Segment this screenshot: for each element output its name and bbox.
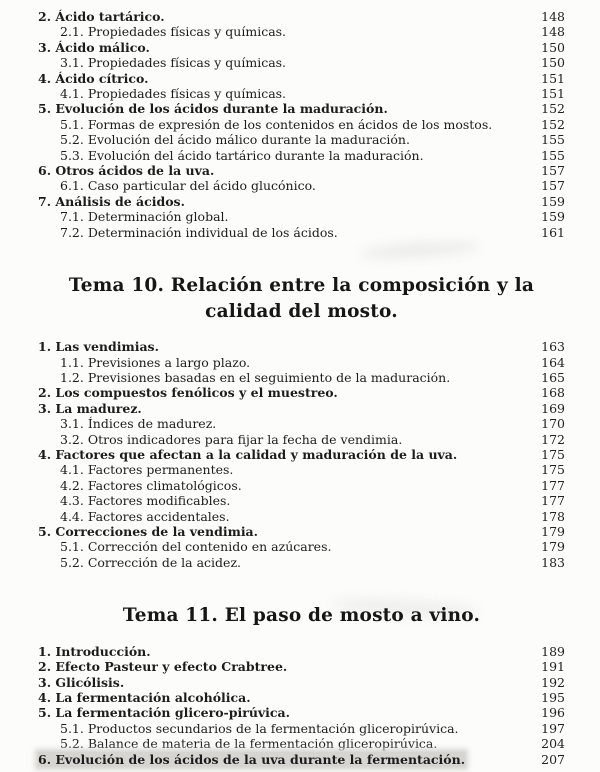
- toc-entry: [38, 117, 565, 132]
- toc-entry: [38, 178, 565, 193]
- toc-entry-page-number: 204: [541, 736, 565, 752]
- toc-entry-title: 5. Correcciones de la vendimia.: [38, 524, 259, 539]
- toc-entry-title: 1.2. Previsiones basadas en el seguimiento de la maduración.: [60, 369, 451, 385]
- toc-entry-page-number: 177: [541, 493, 565, 509]
- toc-entry: [38, 194, 565, 209]
- toc-entry: [38, 385, 565, 400]
- toc-entry-title: 5.1. Productos secundarios de la fermentación gliceropirúvica.: [60, 720, 459, 736]
- toc-entry-page-number: 168: [541, 385, 565, 401]
- toc-entry: [38, 478, 565, 493]
- toc-entry-page-number: 163: [541, 339, 565, 355]
- toc-entry: [38, 71, 565, 86]
- toc-entry-page-number: 148: [541, 24, 565, 40]
- toc-entry-page-number: 157: [541, 163, 565, 179]
- toc-entry: [38, 339, 565, 354]
- toc-entry-title: 5. Evolución de los ácidos durante la maduración.: [38, 101, 388, 117]
- toc-entry: [38, 9, 565, 24]
- toc-entry-page-number: 157: [541, 178, 565, 194]
- toc-entry-title: 1.1. Previsiones a largo plazo.: [60, 354, 251, 370]
- toc-entry: [38, 163, 565, 178]
- toc-entry-page-number: 175: [541, 446, 565, 462]
- toc-entry-page-number: 151: [541, 70, 565, 86]
- toc-entry: [38, 659, 565, 674]
- toc-entry: [38, 555, 565, 570]
- toc-section: [38, 273, 565, 570]
- toc-entry-page-number: 175: [541, 462, 565, 478]
- toc-entry-title: 2.1. Propiedades físicas y químicas.: [60, 24, 287, 40]
- toc-entry-page-number: 151: [541, 86, 565, 102]
- toc-entry-title: 3.2. Otros indicadores para fijar la fecha de vendimia.: [60, 431, 403, 447]
- toc-entry-title: 4.1. Propiedades físicas y químicas.: [60, 86, 287, 102]
- toc-section: [38, 603, 565, 767]
- toc-entry-title: 6.1. Caso particular del ácido glucónico.: [60, 178, 316, 194]
- toc-entry-page-number: 178: [541, 508, 565, 524]
- toc-entry-page-number: 195: [541, 689, 565, 705]
- toc-entry-title: 3. Glicólisis.: [38, 674, 125, 690]
- toc-entry-page-number: 159: [541, 209, 565, 225]
- toc-entry-page-number: 189: [541, 643, 565, 659]
- toc-entry-page-number: 150: [541, 39, 565, 55]
- toc-entry: [38, 705, 565, 720]
- toc-entry: [38, 493, 565, 508]
- toc-entry: [38, 355, 565, 370]
- toc-entry-title: 1. Las vendimias.: [38, 339, 159, 355]
- toc-entry-page-number: 179: [541, 539, 565, 555]
- section-heading: Tema 10. Relación entre la composición y la calidad del mosto.: [68, 275, 535, 322]
- toc-entry-title: 6. Evolución de los ácidos de la uva durante la fermentación.: [38, 751, 466, 767]
- toc-entry-title: 5.3. Evolución del ácido tartárico durante la maduración.: [60, 147, 424, 163]
- toc-entry-title: 2. Ácido tartárico.: [38, 9, 165, 24]
- toc-entry-page-number: 152: [541, 116, 565, 132]
- toc-entry: [38, 209, 565, 224]
- toc-entry-page-number: 161: [541, 224, 565, 240]
- toc-entry-title: 5.2. Evolución del ácido málico durante la maduración.: [60, 132, 410, 148]
- toc-entry-title: 4.2. Factores climatológicos.: [60, 477, 242, 493]
- toc-entry-page-number: 177: [541, 477, 565, 493]
- toc-entry-page-number: 155: [541, 132, 565, 148]
- toc-entry: [38, 721, 565, 736]
- toc-entry: [38, 539, 565, 554]
- toc-sections: [38, 9, 565, 767]
- toc-entry-page-number: 169: [541, 400, 565, 416]
- toc-entry: [38, 675, 565, 690]
- toc-entry-page-number: 197: [541, 720, 565, 736]
- toc-entry-page-number: 159: [541, 193, 565, 209]
- toc-entry-title: 4. La fermentación alcohólica.: [38, 689, 251, 705]
- toc-entry-page-number: 155: [541, 147, 565, 163]
- toc-entry: [38, 401, 565, 416]
- toc-entry-title: 2. Los compuestos fenólicos y el muestreo.: [38, 385, 338, 401]
- toc-entry-title: 7.1. Determinación global.: [60, 209, 229, 225]
- toc-entry-title: 4. Factores que afectan a la calidad y maduración de la uva.: [38, 446, 458, 462]
- toc-entry: [38, 462, 565, 477]
- toc-entry: [38, 432, 565, 447]
- toc-section: [38, 9, 565, 240]
- toc-entry-title: 5.1. Corrección del contenido en azúcares.: [60, 539, 332, 555]
- toc-entry-title: 1. Introducción.: [38, 643, 151, 659]
- toc-entry: [38, 509, 565, 524]
- toc-entry-page-number: 179: [541, 524, 565, 539]
- toc-entry: [38, 101, 565, 116]
- toc-entry-title: 4.3. Factores modificables.: [60, 493, 231, 509]
- toc-entry-page-number: 148: [541, 9, 565, 24]
- toc-entry-title: 3.1. Propiedades físicas y químicas.: [60, 55, 287, 71]
- toc-entry-title: 4.4. Factores accidentales.: [60, 508, 230, 524]
- toc-entry: [38, 225, 565, 240]
- toc-entry-title: 3. Ácido málico.: [38, 39, 150, 55]
- toc-entry-title: 5. La fermentación glicero-pirúvica.: [38, 705, 290, 721]
- toc-entry: [38, 24, 565, 39]
- toc-entry-title: 4. Ácido cítrico.: [38, 70, 149, 86]
- toc-entry: [38, 370, 565, 385]
- toc-entry-title: 2. Efecto Pasteur y efecto Crabtree.: [38, 659, 288, 675]
- toc-entry: [38, 524, 565, 539]
- toc-entry: [38, 40, 565, 55]
- toc-entry-page-number: 170: [541, 416, 565, 432]
- toc-entry-title: 7.2. Determinación individual de los ácidos.: [60, 224, 338, 240]
- toc-entry-page-number: 152: [541, 101, 565, 117]
- toc-entry-title: 5.1. Formas de expresión de los contenidos en ácidos de los mostos.: [60, 116, 493, 132]
- toc-entry: [38, 690, 565, 705]
- toc-entry-page-number: 183: [541, 554, 565, 570]
- toc-entry-page-number: 165: [541, 369, 565, 385]
- toc-entry-page-number: 207: [541, 751, 565, 767]
- section-heading: Tema 11. El paso de mosto a vino.: [122, 605, 481, 627]
- toc-entry: [38, 148, 565, 163]
- toc-entry-page-number: 172: [541, 431, 565, 447]
- toc-entry-page-number: 164: [541, 354, 565, 370]
- toc-entry: [38, 736, 565, 751]
- toc-entry-title: 3.1. Índices de madurez.: [60, 416, 217, 432]
- toc-entry-page-number: 192: [541, 674, 565, 690]
- toc-entry-page-number: 196: [541, 705, 565, 721]
- toc-entry: [38, 55, 565, 70]
- toc-entry: [38, 132, 565, 147]
- toc-entry: [38, 644, 565, 659]
- toc-entry-page-number: 150: [541, 55, 565, 71]
- toc-entry: [38, 752, 565, 767]
- toc-entry: [38, 447, 565, 462]
- toc-entry-title: 5.2. Balance de materia de la fermentación gliceropirúvica.: [60, 736, 438, 752]
- toc-entry-title: 5.2. Corrección de la acidez.: [60, 554, 242, 570]
- toc-entry: [38, 86, 565, 101]
- toc-entry: [38, 416, 565, 431]
- toc-entry-page-number: 191: [541, 659, 565, 675]
- toc-entry-title: 7. Análisis de ácidos.: [38, 193, 185, 209]
- toc-entry-title: 6. Otros ácidos de la uva.: [38, 163, 215, 179]
- toc-entry-title: 4.1. Factores permanentes.: [60, 462, 234, 478]
- toc-entry-title: 3. La madurez.: [38, 400, 142, 416]
